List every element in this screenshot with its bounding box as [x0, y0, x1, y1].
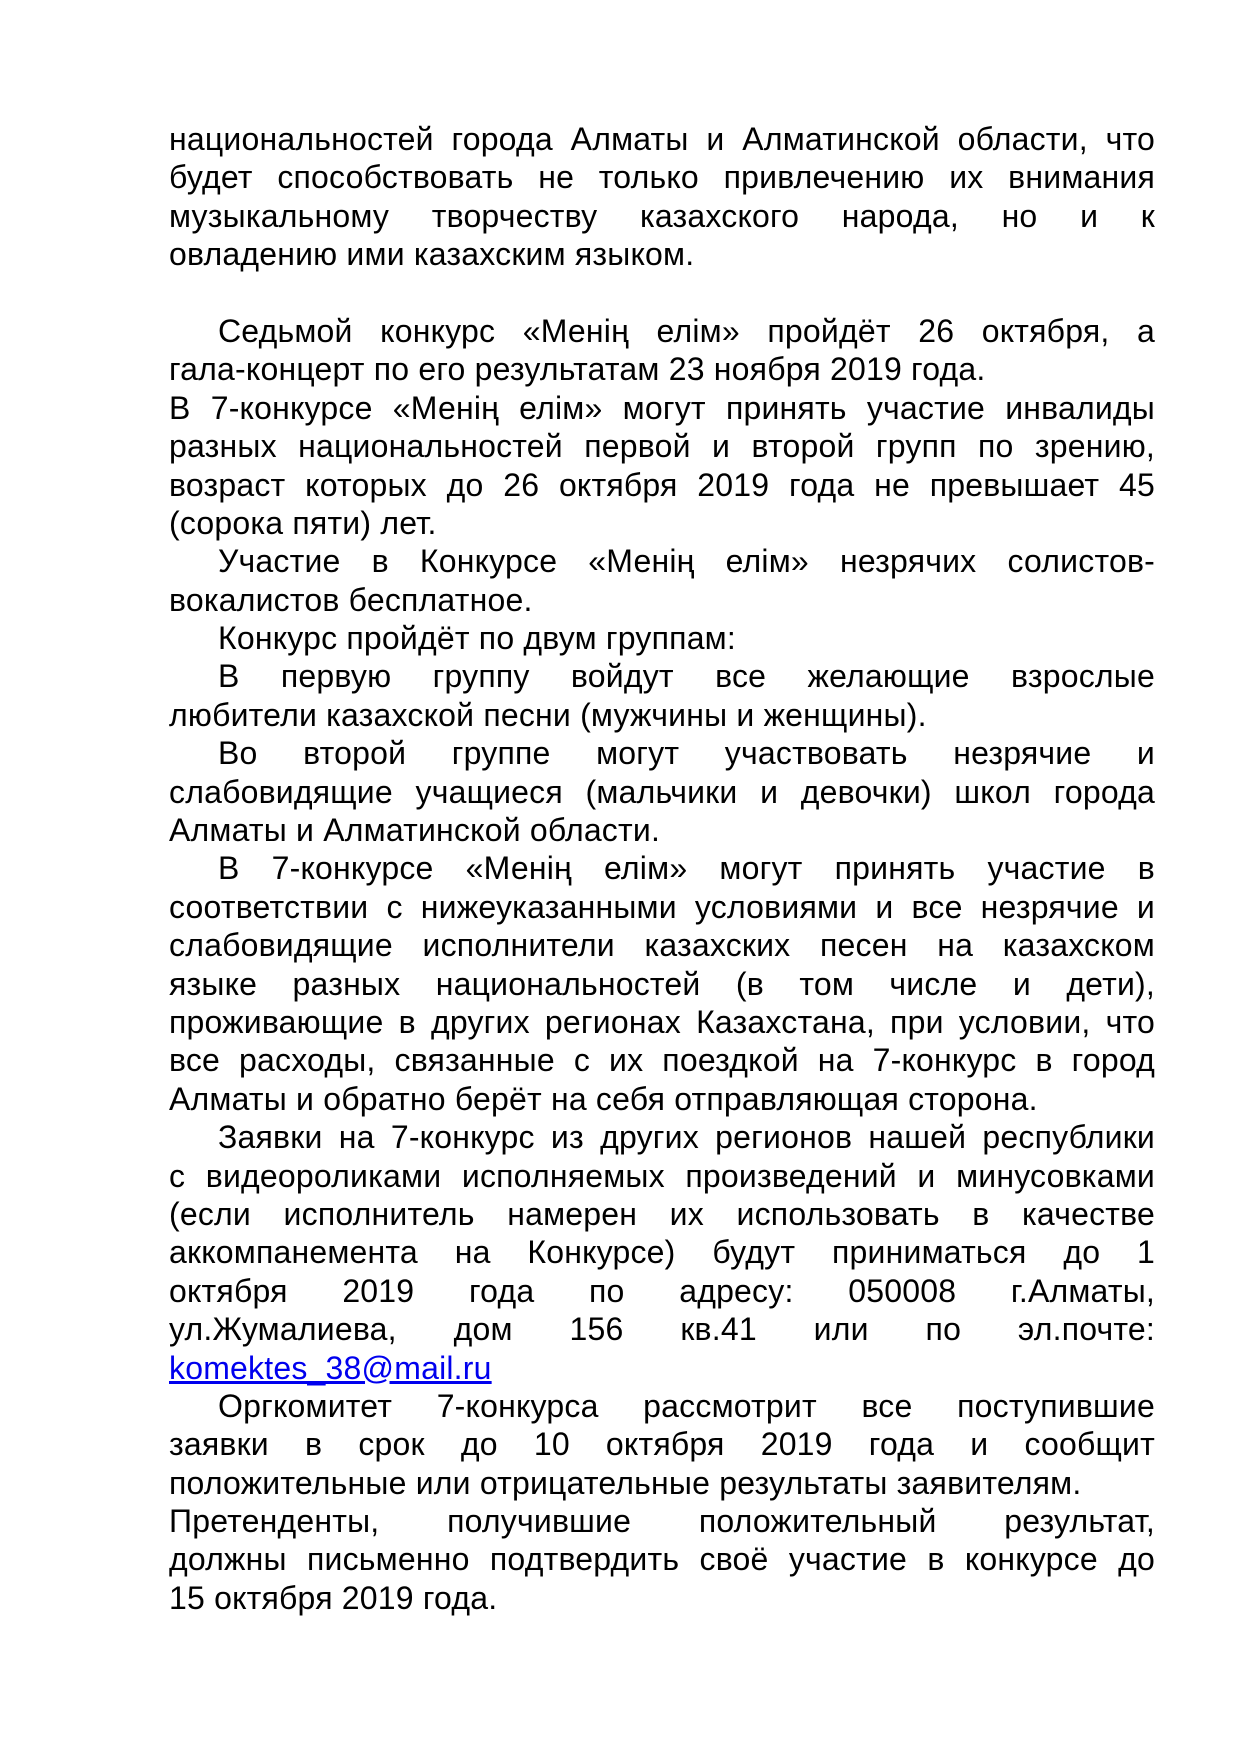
paragraph [169, 734, 1155, 849]
document-body [169, 120, 1155, 1617]
paragraph [169, 389, 1155, 543]
text-line: аккомпанемента на Конкурсе) будут приниматься до 1 [169, 1234, 1155, 1271]
text-line: Участие в Конкурсе «Менің елім» незрячих солистов- [218, 543, 1155, 580]
text-line: соответствии с нижеуказанными условиями и все незрячие и [169, 888, 1155, 925]
text-line: слабовидящие исполнители казахских песен на казахском [169, 927, 1155, 964]
paragraph [169, 619, 1155, 657]
paragraph [169, 312, 1155, 389]
text-line: Алматы и Алматинской области. [169, 812, 661, 849]
text-line: Претенденты, получившие положительный результат, [169, 1503, 1155, 1540]
text-line: должны письменно подтвердить своё участие в конкурсе до [169, 1541, 1155, 1578]
text-line: заявки в срок до 10 октября 2019 года и сообщит [169, 1426, 1155, 1463]
text-line: Заявки на 7-конкурс из других регионов нашей республики [218, 1119, 1155, 1156]
text-line: Седьмой конкурс «Менің елім» пройдёт 26 октября, а [218, 312, 1155, 349]
text-line: гала-концерт по его результатам 23 ноября 2019 года. [169, 351, 986, 388]
text-line: с видеороликами исполняемых произведений и минусовками [169, 1157, 1155, 1194]
text-line: разных национальностей первой и второй групп по зрению, [169, 428, 1155, 465]
paragraph [169, 849, 1155, 1118]
text-line: (если исполнитель намерен их использовать в качестве [169, 1195, 1155, 1232]
paragraph [169, 1118, 1155, 1387]
text-line: национальностей города Алматы и Алматинской области, что [169, 121, 1155, 157]
text-line: овладению ими казахским языком. [169, 236, 695, 273]
text-line: Алматы и обратно берёт на себя отправляющая сторона. [169, 1080, 1038, 1117]
text-line: будет способствовать не только привлечению их внимания [169, 159, 1155, 196]
paragraph [169, 1387, 1155, 1502]
paragraph [169, 120, 1155, 274]
email-link[interactable]: komektes_38@mail.ru [169, 1349, 492, 1386]
text-line [169, 1349, 1155, 1387]
text-line: 15 октября 2019 года. [169, 1579, 498, 1616]
text-line: Конкурс пройдёт по двум группам: [218, 620, 736, 657]
paragraph [169, 542, 1155, 619]
text-line: В первую группу войдут все желающие взрослые [218, 658, 1155, 695]
text-line: музыкальному творчеству казахского народа, но и к [169, 197, 1155, 234]
text-line: все расходы, связанные с их поездкой на 7-конкурс в город [169, 1042, 1155, 1079]
text-line: Во второй группе могут участвовать незрячие и [218, 735, 1155, 772]
text-line: ул.Жумалиева, дом 156 кв.41 или по эл.почте: [169, 1311, 1155, 1348]
text-line: В 7-конкурсе «Менің елім» могут принять участие инвалиды [169, 389, 1155, 426]
text-line: возраст которых до 26 октября 2019 года не превышает 45 [169, 466, 1155, 503]
text-line: положительные или отрицательные результаты заявителям. [169, 1464, 1082, 1501]
text-line: любители казахской песни (мужчины и женщины). [169, 696, 927, 733]
paragraph [169, 1502, 1155, 1617]
text-line: В 7-конкурсе «Менің елім» могут принять участие в [218, 850, 1155, 887]
paragraph [169, 657, 1155, 734]
text-line: языке разных национальностей (в том числе и дети), [169, 965, 1155, 1002]
text-line: Оргкомитет 7-конкурса рассмотрит все поступившие [218, 1387, 1155, 1424]
text-line: проживающие в других регионах Казахстана, при условии, что [169, 1003, 1155, 1040]
text-line: вокалистов бесплатное. [169, 581, 533, 618]
text-line: (сорока пяти) лет. [169, 504, 437, 541]
text-line: октября 2019 года по адресу: 050008 г.Алматы, [169, 1272, 1155, 1309]
text-line: слабовидящие учащиеся (мальчики и девочки) школ города [169, 773, 1155, 810]
